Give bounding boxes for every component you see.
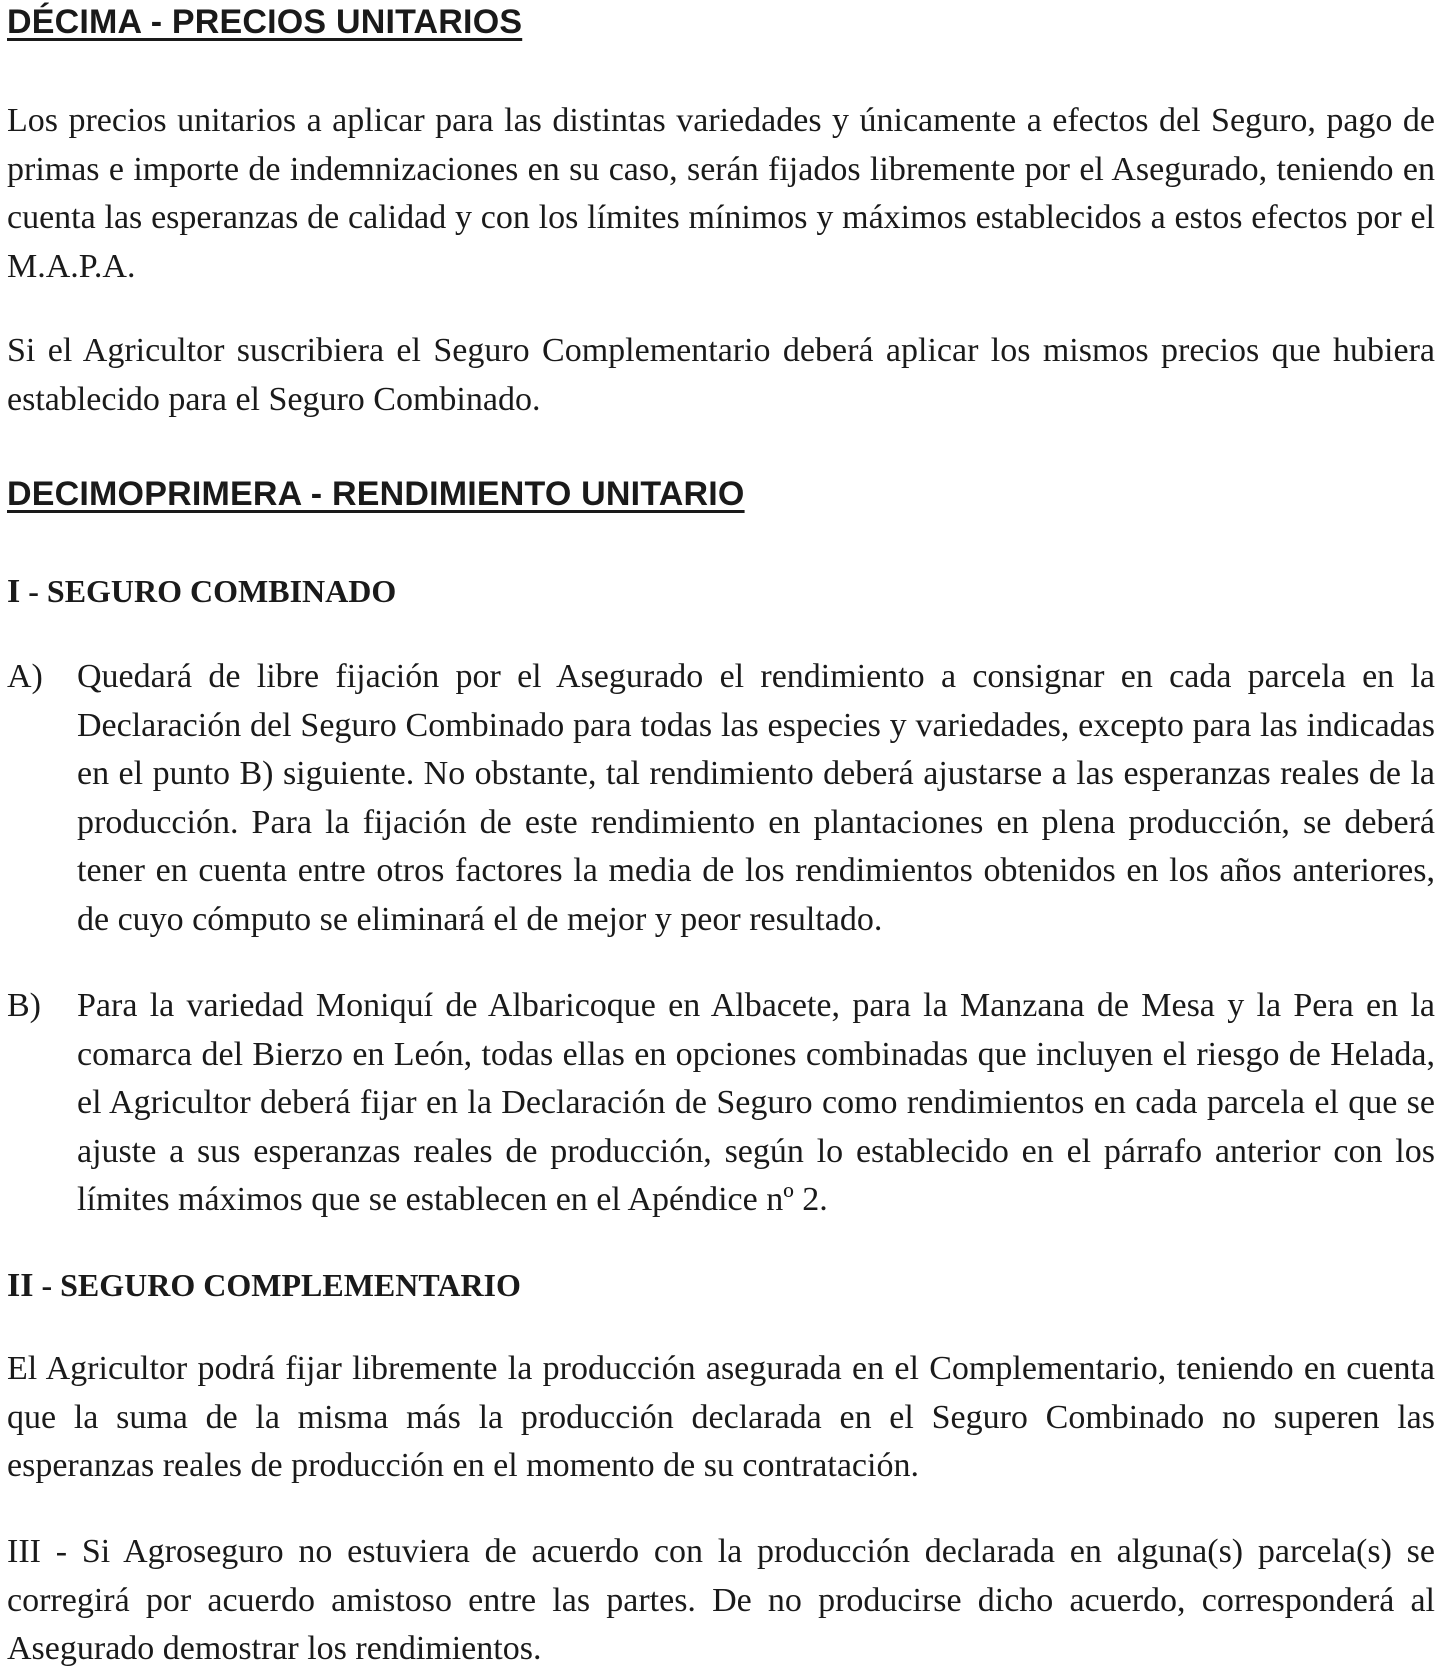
roman-numeral: II	[7, 1267, 34, 1304]
subheading-seguro-combinado	[7, 569, 396, 614]
paragraph-seguro-complementario-precios: Si el Agricultor suscribiera el Seguro Complementario deberá aplicar los mismos precios que hubiera establecido para el Seguro Combinado.	[7, 332, 1435, 418]
paragraph-precios-unitarios: Los precios unitarios a aplicar para las distintas variedades y únicamente a efectos del Seguro, pago de primas e importe de indemnizaciones en su caso, serán fijados libremente por el Asegurado, teniendo en cuenta las esperanzas de calidad y con los límites mínimos y máximos establecidos a estos efectos por el M.A.P.A.	[7, 102, 1435, 285]
section-heading-decimoprimera: DECIMOPRIMERA - RENDIMIENTO UNITARIO	[7, 475, 745, 513]
list-item-text: Quedará de libre fijación por el Asegurado el rendimiento a consignar en cada parcela en la Declaración del Seguro Combinado para todas las especies y variedades, excepto para las indicadas en el punto B) siguiente. No obstante, tal rendimiento deberá ajustarse a las esperanzas reales de la producción. Para la fijación de este rendimiento en plantaciones en plena producción, se deberá tener en cuenta entre otros factores la media de los rendimientos obtenidos en los años anteriores, de cuyo cómputo se eliminará el de mejor y peor resultado.	[77, 658, 1435, 938]
subheading-title: - SEGURO COMBINADO	[20, 573, 397, 609]
list-item-marker: B)	[7, 987, 41, 1024]
paragraph-agroseguro-desacuerdo: III - Si Agroseguro no estuviera de acuerdo con la producción declarada en alguna(s) parcela(s) se corregirá por acuerdo amistoso entre las partes. De no producirse dicho acuerdo, corresponderá al Asegurado demostrar los rendimientos.	[7, 1533, 1435, 1667]
list-item-a	[7, 653, 1435, 944]
subheading-title: - SEGURO COMPLEMENTARIO	[33, 1267, 521, 1303]
roman-numeral: I	[7, 573, 21, 610]
list-item-text: Para la variedad Moniquí de Albaricoque en Albacete, para la Manzana de Mesa y la Pera en la comarca del Bierzo en León, todas ellas en opciones combinadas que incluyen el riesgo de Helada, el Agricultor deberá fijar en la Declaración de Seguro como rendimientos en cada parcela el que se ajuste a sus esperanzas reales de producción, según lo establecido en el párrafo anterior con los límites máximos que se establecen en el Apéndice nº 2.	[77, 987, 1435, 1218]
list-item-marker: A)	[7, 658, 43, 695]
subheading-seguro-complementario	[7, 1263, 521, 1308]
list-item-b	[7, 982, 1435, 1225]
section-heading-decima: DÉCIMA - PRECIOS UNITARIOS	[7, 3, 523, 41]
paragraph-complementario: El Agricultor podrá fijar libremente la producción asegurada en el Complementario, teniendo en cuenta que la suma de la misma más la producción declarada en el Seguro Combinado no superen las esperanzas reales de producción en el momento de su contratación.	[7, 1350, 1435, 1484]
